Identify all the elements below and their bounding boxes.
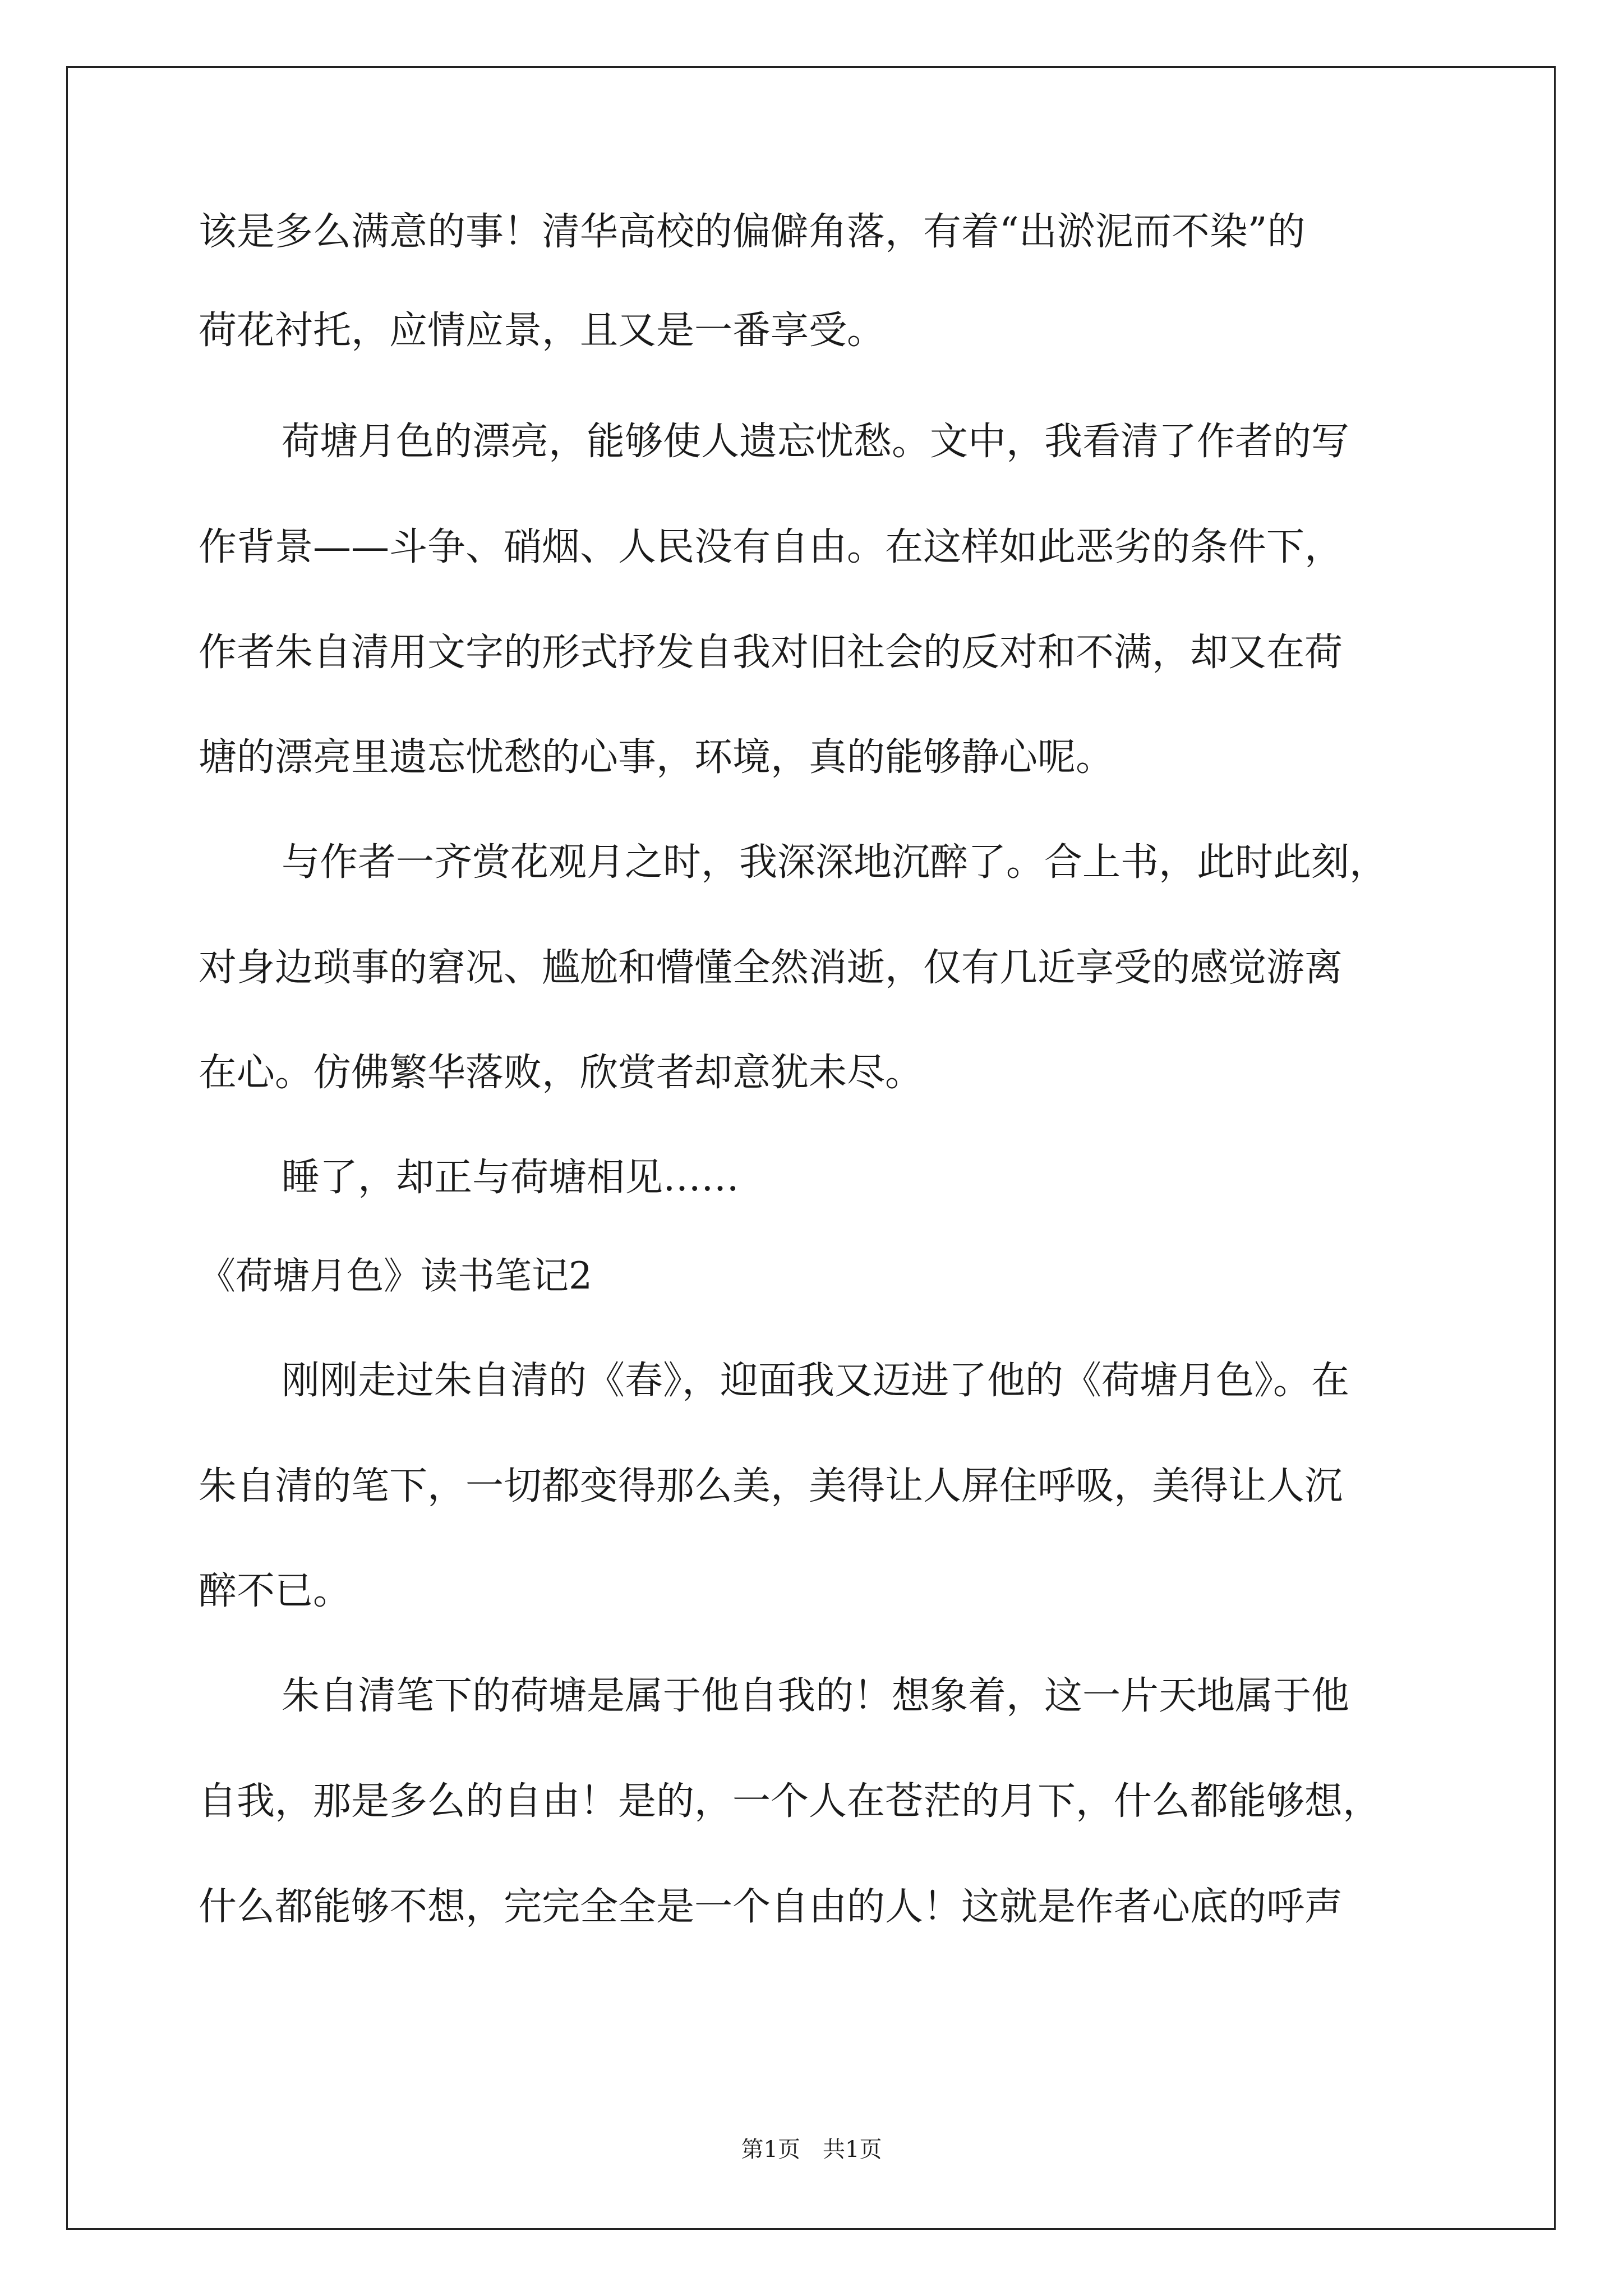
section-heading: 《荷塘月色》读书笔记2 bbox=[199, 1254, 592, 1297]
paragraph-start-line: 刚刚走过朱自清的《春》，迎面我又迈进了他的《荷塘月色》。在 bbox=[282, 1359, 1350, 1403]
text-line: 自我，那是多么的自由！是的，一个人在苍茫的月下，什么都能够想， bbox=[199, 1779, 1381, 1824]
text-line: 作背景——斗争、硝烟、人民没有自由。在这样如此恶劣的条件下， bbox=[199, 525, 1343, 569]
text-line: 作者朱自清用文字的形式抒发自我对旧社会的反对和不满，却又在荷 bbox=[199, 631, 1343, 675]
text-line: 荷花衬托，应情应景，且又是一番享受。 bbox=[199, 309, 886, 353]
text-line: 什么都能够不想，完完全全是一个自由的人！这就是作者心底的呼声 bbox=[199, 1885, 1343, 1929]
paragraph-start-line: 睡了，却正与荷塘相见…… bbox=[282, 1156, 740, 1200]
text-line: 在心。仿佛繁华落败，欣赏者却意犹未尽。 bbox=[199, 1051, 924, 1095]
text-line: 该是多么满意的事！清华高校的偏僻角落，有着“出淤泥而不染”的 bbox=[199, 210, 1306, 254]
text-line: 醉不已。 bbox=[199, 1569, 352, 1613]
page-number: 第1页 共1页 bbox=[741, 2137, 882, 2162]
paragraph-start-line: 朱自清笔下的荷塘是属于他自我的！想象着，这一片天地属于他 bbox=[282, 1674, 1350, 1718]
text-line: 对身边琐事的窘况、尴尬和懵懂全然消逝，仅有几近享受的感觉游离 bbox=[199, 946, 1343, 990]
text-line: 朱自清的笔下，一切都变得那么美，美得让人屏住呼吸，美得让人沉 bbox=[199, 1464, 1343, 1508]
paragraph-start-line: 荷塘月色的漂亮，能够使人遗忘忧愁。文中，我看清了作者的写 bbox=[282, 420, 1350, 464]
text-line: 塘的漂亮里遗忘忧愁的心事，环境，真的能够静心呢。 bbox=[199, 735, 1114, 780]
paragraph-start-line: 与作者一齐赏花观月之时，我深深地沉醉了。合上书，此时此刻， bbox=[282, 840, 1388, 885]
